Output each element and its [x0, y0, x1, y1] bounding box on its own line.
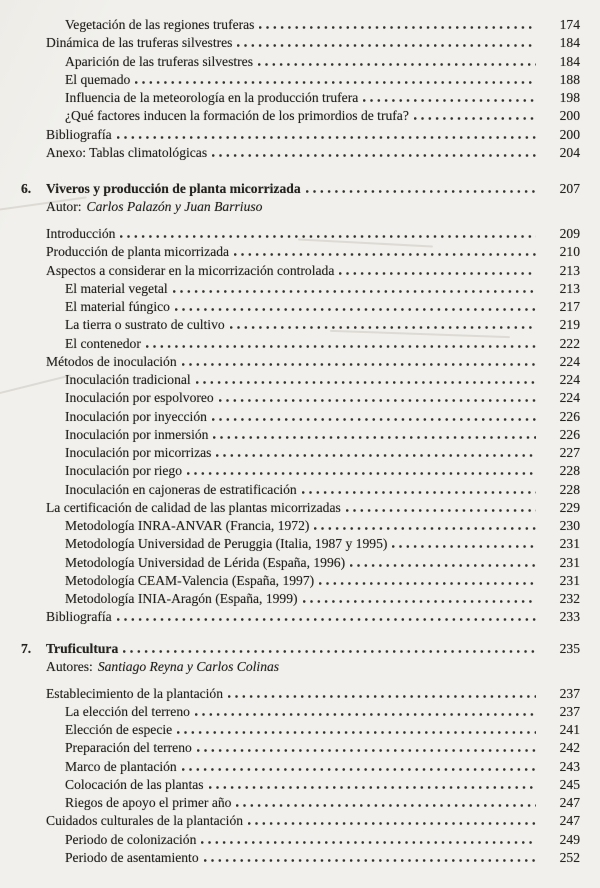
- dot-leader: [212, 418, 536, 421]
- toc-entry-row: [0, 776, 580, 794]
- dot-leader: [363, 99, 536, 102]
- dot-leader: [123, 650, 536, 653]
- toc-entry-label: Bibliografía: [46, 609, 112, 625]
- toc-entry-row: [0, 685, 580, 703]
- toc-entry-row: [0, 89, 580, 107]
- dot-leader: [117, 618, 536, 621]
- toc-entry-row: [0, 298, 580, 316]
- toc-entry-label: Riegos de apoyo el primer año: [65, 795, 232, 810]
- toc-entry-page-number: 237: [559, 685, 580, 701]
- toc-entry-label: Metodología Universidad de Lérida (España, 1996): [65, 554, 346, 570]
- chapter-number: 6.: [21, 181, 32, 196]
- toc-entry-page-number: 224: [559, 372, 580, 387]
- dot-leader: [237, 44, 536, 47]
- toc-entry-page-number: 247: [559, 813, 580, 829]
- toc-entry-list: [0, 685, 580, 868]
- dot-leader: [135, 81, 536, 84]
- toc-entry-page-number: 247: [559, 795, 580, 810]
- toc-entry-page-number: 241: [559, 722, 580, 737]
- toc-entry-page-number: 204: [559, 144, 580, 160]
- toc-entry-label: Metodología Universidad de Peruggia (Italia, 1987 y 1995): [65, 536, 388, 552]
- toc-entry-label: Preparación del terreno: [65, 740, 192, 756]
- dot-leader: [259, 26, 536, 29]
- toc-entry-row: [0, 462, 580, 480]
- toc-entry-label: Inoculación en cajoneras de estratificación: [65, 481, 297, 497]
- toc-section: [0, 16, 580, 162]
- toc-entry-label: Cuidados culturales de la plantación: [46, 813, 244, 829]
- toc-entry-label: El material fúngico: [65, 299, 170, 314]
- toc-entry-row: [0, 831, 580, 849]
- toc-entry-row: [0, 608, 580, 626]
- toc-entry-label: Producción de planta micorrizada: [46, 244, 230, 260]
- toc-entry-label: Colocación de las plantas: [65, 776, 204, 792]
- dot-leader: [182, 363, 536, 366]
- toc-entry-label: La certificación de calidad de las plantas micorrizadas: [46, 499, 341, 515]
- dot-leader: [177, 731, 536, 734]
- toc-entry-row: [0, 517, 580, 535]
- toc-entry-page-number: 213: [559, 262, 580, 278]
- chapter-page-number: 235: [559, 640, 580, 656]
- toc-entry-row: [0, 554, 580, 572]
- chapter-section: [0, 180, 580, 627]
- toc-entry-page-number: 219: [559, 317, 580, 333]
- dot-leader: [146, 345, 536, 348]
- chapter-author-row: [0, 198, 580, 216]
- dot-leader: [196, 381, 536, 384]
- toc-entry-label: La elección del terreno: [65, 703, 190, 719]
- toc-entry-page-number: 232: [559, 591, 580, 606]
- toc-entry-row: [0, 535, 580, 553]
- toc-entry-row: [0, 316, 580, 334]
- toc-entry-page-number: 200: [559, 108, 580, 124]
- author-names: Carlos Palazón y Juan Barriuso: [86, 199, 263, 215]
- dot-leader: [236, 804, 536, 807]
- toc-entry-page-number: 184: [559, 53, 580, 69]
- toc-entry-row: [0, 590, 580, 608]
- toc-entry-page-number: 209: [559, 226, 580, 241]
- toc-entry-row: [0, 444, 580, 462]
- dot-leader: [212, 154, 536, 157]
- dot-leader: [234, 253, 536, 256]
- toc-entry-label: Metodología INRA-ANVAR (Francia, 1972): [65, 518, 310, 533]
- toc-entry-page-number: 227: [559, 445, 580, 460]
- toc-entry-page-number: 210: [559, 244, 580, 260]
- toc: [0, 16, 580, 867]
- toc-entry-label: Aspectos a considerar en la micorrización controlada: [46, 262, 335, 278]
- dot-leader: [195, 713, 536, 716]
- toc-entry-row: [0, 71, 580, 89]
- dot-leader: [201, 841, 536, 844]
- toc-entry-label: Inoculación tradicional: [65, 372, 191, 387]
- dot-leader: [187, 472, 536, 475]
- toc-entry-page-number: 233: [559, 609, 580, 625]
- toc-entry-row: [0, 34, 580, 52]
- dot-leader: [258, 63, 536, 66]
- toc-entry-row: [0, 739, 580, 757]
- toc-entry-row: [0, 849, 580, 867]
- toc-entry-label: Dinámica de las truferas silvestres: [46, 35, 233, 51]
- dot-leader: [117, 136, 536, 139]
- toc-entry-row: [0, 144, 580, 162]
- author-prefix-label: Autores:: [46, 658, 93, 674]
- toc-entry-page-number: 242: [559, 740, 580, 756]
- dot-leader: [204, 859, 536, 862]
- toc-entry-row: [0, 16, 580, 34]
- toc-entry-page-number: 217: [559, 299, 580, 314]
- toc-entry-page-number: 252: [559, 849, 580, 865]
- toc-entry-page-number: 249: [559, 831, 580, 847]
- toc-entry-row: [0, 572, 580, 590]
- toc-entry-label: Influencia de la meteorología en la producción trufera: [65, 90, 359, 105]
- toc-entry-label: Métodos de inoculación: [46, 353, 177, 369]
- dot-leader: [219, 399, 536, 402]
- toc-entry-label: Inoculación por espolvoreo: [65, 390, 214, 406]
- chapter-number: 7.: [21, 640, 32, 656]
- chapter-title: Truficultura: [46, 640, 119, 656]
- toc-entry-label: Bibliografía: [46, 126, 112, 142]
- toc-entry-page-number: 213: [559, 280, 580, 296]
- toc-entry-page-number: 174: [559, 17, 580, 32]
- dot-leader: [319, 582, 536, 585]
- toc-entry-row: [0, 499, 580, 517]
- toc-entry-row: [0, 107, 580, 125]
- toc-entry-row: [0, 280, 580, 298]
- toc-entry-page-number: 237: [559, 703, 580, 719]
- toc-entry-page-number: 200: [559, 126, 580, 142]
- dot-leader: [314, 527, 536, 530]
- toc-entry-list: [0, 225, 580, 627]
- toc-entry-row: [0, 794, 580, 812]
- toc-entry-label: Aparición de las truferas silvestres: [65, 53, 253, 69]
- dot-leader: [197, 749, 536, 752]
- toc-entry-page-number: 222: [559, 335, 580, 351]
- toc-entry-label: El material vegetal: [65, 280, 168, 296]
- toc-entry-label: Elección de especie: [65, 722, 173, 737]
- dot-leader: [182, 768, 536, 771]
- toc-entry-row: [0, 243, 580, 261]
- toc-entry-label: Anexo: Tablas climatológicas: [46, 144, 208, 160]
- toc-entry-row: [0, 262, 580, 280]
- toc-entry-page-number: 228: [559, 481, 580, 497]
- toc-entry-page-number: 230: [559, 518, 580, 533]
- toc-entry-label: La tierra o sustrato de cultivo: [65, 317, 225, 333]
- dot-leader: [248, 822, 536, 825]
- toc-entry-label: Vegetación de las regiones truferas: [65, 17, 255, 32]
- toc-entry-page-number: 245: [559, 776, 580, 792]
- dot-leader: [339, 272, 536, 275]
- toc-entry-row: [0, 721, 580, 739]
- toc-entry-label: Metodología INIA-Aragón (España, 1999): [65, 591, 298, 606]
- toc-entry-label: Marco de plantación: [65, 758, 177, 774]
- chapter-author-row: [0, 658, 580, 676]
- toc-entry-row: [0, 126, 580, 144]
- toc-entry-page-number: 231: [559, 572, 580, 588]
- chapter-section: [0, 640, 580, 868]
- toc-entry-page-number: 226: [559, 426, 580, 442]
- chapter-title: Viveros y producción de planta micorrizada: [46, 181, 301, 196]
- dot-leader: [120, 235, 536, 238]
- toc-entry-page-number: 243: [559, 758, 580, 774]
- toc-entry-page-number: 224: [559, 353, 580, 369]
- toc-entry-row: [0, 353, 580, 371]
- toc-entry-label: Inoculación por inyección: [65, 408, 207, 424]
- toc-entry-page-number: 188: [559, 71, 580, 87]
- toc-entry-label: El quemado: [65, 71, 131, 87]
- toc-entry-label: Inoculación por inmersión: [65, 426, 209, 442]
- toc-entry-row: [0, 408, 580, 426]
- dot-leader: [175, 308, 536, 311]
- toc-entry-row: [0, 389, 580, 407]
- toc-entry-label: ¿Qué factores inducen la formación de los primordios de trufa?: [65, 108, 409, 124]
- chapter-heading-row: [0, 640, 580, 658]
- dot-leader: [392, 545, 536, 548]
- dot-leader: [346, 509, 536, 512]
- chapter-page-number: 207: [559, 181, 580, 196]
- toc-entry-row: [0, 481, 580, 499]
- dot-leader: [216, 454, 536, 457]
- toc-entry-label: Periodo de asentamiento: [65, 849, 199, 865]
- dot-leader: [228, 695, 536, 698]
- toc-entry-list: [0, 16, 580, 162]
- toc-entry-page-number: 226: [559, 408, 580, 424]
- dot-leader: [306, 190, 536, 193]
- toc-entry-row: [0, 53, 580, 71]
- dot-leader: [350, 564, 536, 567]
- dot-leader: [302, 491, 536, 494]
- toc-entry-label: Introducción: [46, 226, 116, 241]
- dot-leader: [173, 290, 536, 293]
- toc-entry-page-number: 231: [559, 536, 580, 552]
- chapter-heading-row: [0, 180, 580, 198]
- toc-entry-row: [0, 371, 580, 389]
- author-names: Santiago Reyna y Carlos Colinas: [97, 658, 280, 674]
- toc-entry-label: Periodo de colonización: [65, 831, 197, 847]
- toc-entry-page-number: 228: [559, 463, 580, 479]
- toc-entry-row: [0, 335, 580, 353]
- toc-entry-page-number: 224: [559, 390, 580, 406]
- toc-entry-page-number: 184: [559, 35, 580, 51]
- toc-entry-row: [0, 703, 580, 721]
- toc-entry-label: El contenedor: [65, 335, 141, 351]
- toc-entry-page-number: 231: [559, 554, 580, 570]
- toc-entry-label: Establecimiento de la plantación: [46, 685, 224, 701]
- dot-leader: [303, 600, 536, 603]
- dot-leader: [213, 436, 536, 439]
- author-prefix-label: Autor:: [46, 199, 82, 215]
- toc-entry-row: [0, 225, 580, 243]
- toc-entry-label: Metodología CEAM-Valencia (España, 1997): [65, 572, 315, 588]
- toc-entry-page-number: 229: [559, 499, 580, 515]
- toc-entry-row: [0, 426, 580, 444]
- dot-leader: [414, 117, 536, 120]
- toc-entry-page-number: 198: [559, 90, 580, 105]
- toc-entry-label: Inoculación por riego: [65, 463, 183, 479]
- toc-entry-row: [0, 758, 580, 776]
- dot-leader: [209, 786, 536, 789]
- dot-leader: [230, 326, 536, 329]
- toc-entry-row: [0, 812, 580, 830]
- toc-entry-label: Inoculación por micorrizas: [65, 445, 212, 460]
